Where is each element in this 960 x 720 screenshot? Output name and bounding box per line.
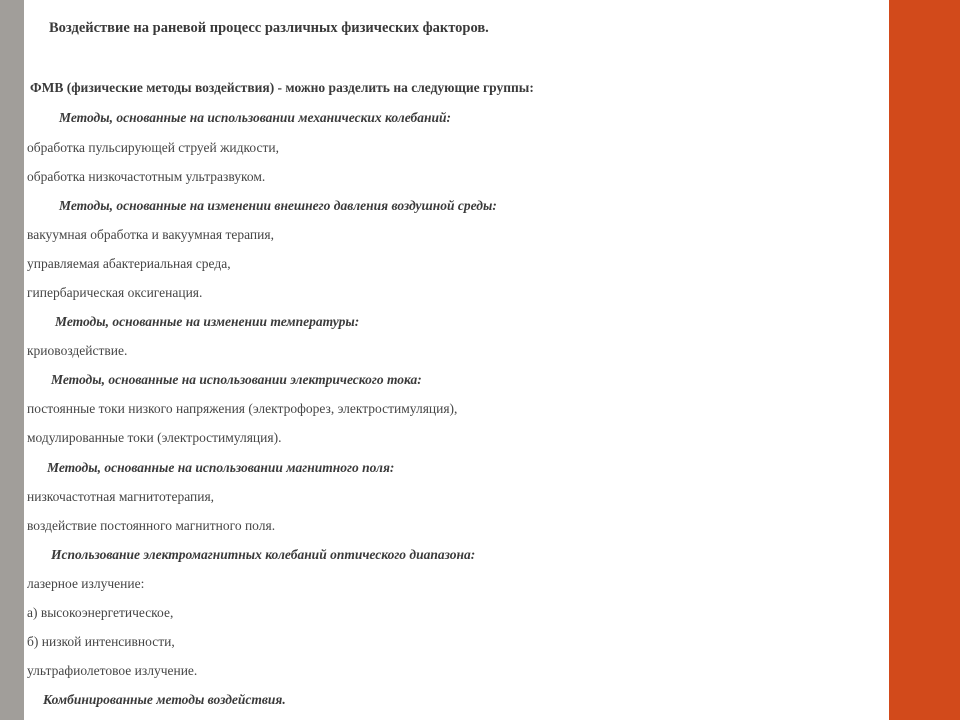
list-item: лазерное излучение: [27, 576, 145, 591]
list-item: модулированные токи (электростимуляция). [27, 430, 282, 445]
group-heading-optical: Использование электромагнитных колебаний оптического диапазона: [51, 547, 476, 562]
list-item: постоянные токи низкого напряжения (электрофорез, электростимуляция), [27, 401, 458, 416]
group-heading-pressure: Методы, основанные на изменении внешнего давления воздушной среды: [59, 198, 497, 213]
list-item: а) высокоэнергетическое, [27, 605, 174, 620]
group-heading-temperature: Методы, основанные на изменении температуры: [55, 314, 360, 329]
group-heading-magnetic: Методы, основанные на использовании магнитного поля: [47, 460, 395, 475]
list-item: ультрафиолетовое излучение. [27, 663, 198, 678]
slide-title: Воздействие на раневой процесс различных физических факторов. [49, 20, 489, 36]
list-item: криовоздействие. [27, 343, 128, 358]
group-heading-combined: Комбинированные методы воздействия. [43, 692, 286, 707]
list-item: обработка пульсирующей струей жидкости, [27, 140, 279, 155]
group-heading-electric: Методы, основанные на использовании электрического тока: [51, 372, 422, 387]
list-item: воздействие постоянного магнитного поля. [27, 518, 276, 533]
right-decorative-bar [889, 0, 960, 720]
list-item: управляемая абактериальная среда, [27, 256, 231, 271]
group-heading-mechanical: Методы, основанные на использовании механических колебаний: [59, 110, 452, 125]
intro-text: ФМВ (физические методы воздействия) - можно разделить на следующие группы: [30, 80, 534, 95]
list-item: гипербарическая оксигенация. [27, 285, 203, 300]
list-item: обработка низкочастотным ультразвуком. [27, 169, 266, 184]
list-item: вакуумная обработка и вакуумная терапия, [27, 227, 274, 242]
list-item: низкочастотная магнитотерапия, [27, 489, 215, 504]
left-decorative-bar [0, 0, 24, 720]
list-item: б) низкой интенсивности, [27, 634, 175, 649]
